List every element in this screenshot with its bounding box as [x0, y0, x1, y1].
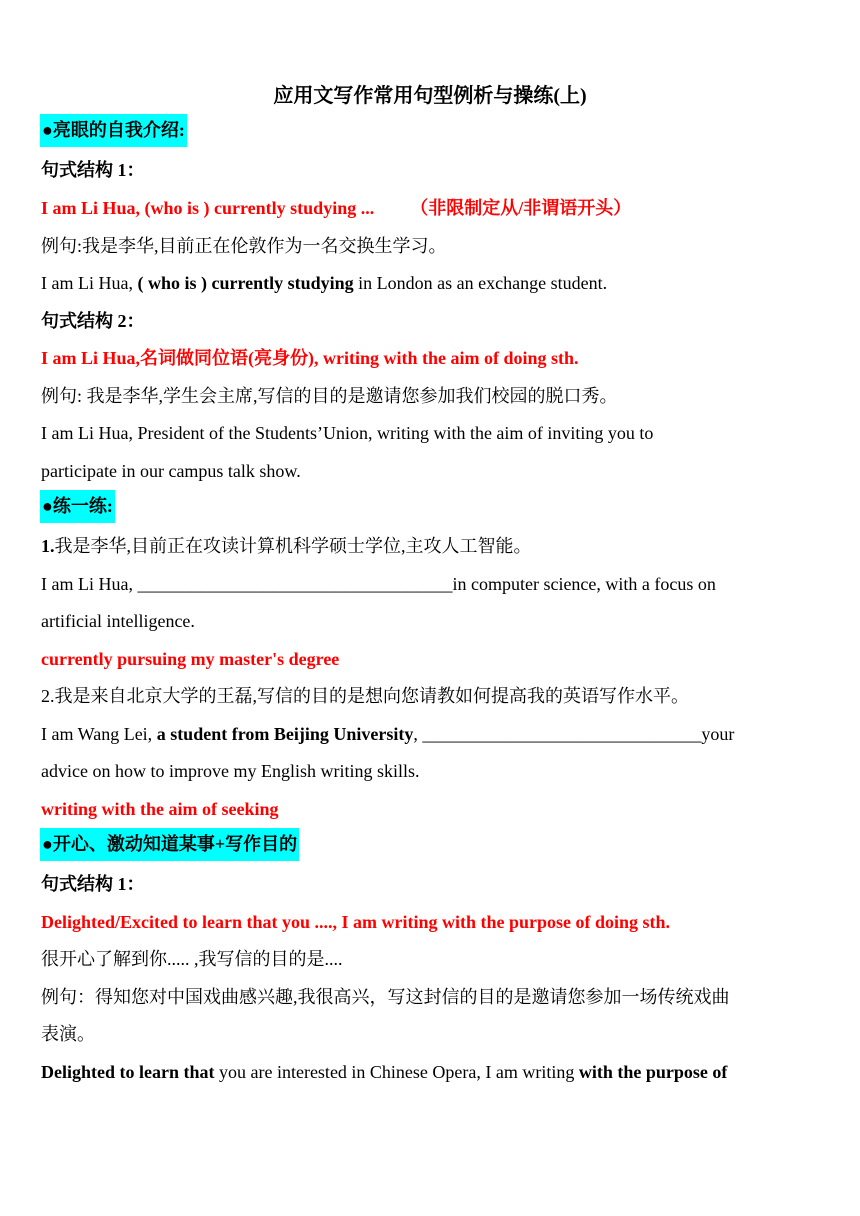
- section-heading-delighted: ●开心、激动知道某事+写作目的: [40, 828, 299, 861]
- example-en-2-line1: I am Li Hua, President of the Students’Union, writing with the aim of inviting you to: [41, 423, 654, 443]
- example-en-3: [41, 1060, 727, 1084]
- practice-q2-en-line1: [41, 722, 734, 746]
- practice-q1-en-line1: I am Li Hua, ___________________________________in computer science, with a focus on: [41, 574, 716, 594]
- pattern-3-meaning: 很开心了解到你..... ,我写信的目的是....: [41, 949, 343, 969]
- structure-label-3: 句式结构 1：: [41, 874, 145, 894]
- example-cn-3-line1: 例句：得知您对中国戏曲感兴趣,我很高兴，写这封信的目的是邀请您参加一场传统戏曲: [41, 987, 730, 1007]
- example-en-2-line2: participate in our campus talk show.: [41, 461, 301, 481]
- pattern-line-1: [41, 196, 631, 220]
- practice-q2-en-line2: advice on how to improve my English writing skills.: [41, 761, 420, 781]
- practice-q1-cn-text: 我是李华,目前正在攻读计算机科学硕士学位,主攻人工智能。: [54, 536, 532, 556]
- structure-label-1: 句式结构 1：: [41, 160, 145, 180]
- example-en-1-part1: I am Li Hua,: [41, 273, 138, 293]
- document-title: 应用文写作常用句型例析与操练(上): [273, 85, 587, 107]
- pattern-1-note: （非限制定从/非谓语开头）: [410, 198, 632, 218]
- example-cn-1: 例句:我是李华,目前正在伦敦作为一名交换生学习。: [41, 236, 447, 256]
- practice-q2-en-part2: , _______________________________your: [413, 724, 735, 744]
- section-heading-practice: ●练一练:: [40, 490, 115, 523]
- example-cn-2: 例句: 我是李华,学生会主席,写信的目的是邀请您参加我们校园的脱口秀。: [41, 386, 618, 406]
- practice-q2-answer: writing with the aim of seeking: [41, 799, 279, 819]
- example-cn-3-line2: 表演。: [41, 1024, 95, 1044]
- example-en-1-part2: in London as an exchange student.: [353, 273, 608, 293]
- practice-q1-en-line2: artificial intelligence.: [41, 611, 195, 631]
- practice-q2-cn: 2.我是来自北京大学的王磊,写信的目的是想向您请教如何提高我的英语写作水平。: [41, 686, 689, 706]
- example-en-1-bold: ( who is ) currently studying: [137, 273, 354, 293]
- practice-q1-number: 1.: [41, 536, 55, 556]
- practice-q2-en-bold: a student from Beijing University: [156, 724, 414, 744]
- pattern-3: Delighted/Excited to learn that you ...., I am writing with the purpose of doing sth.: [41, 912, 671, 932]
- practice-q1-cn: [41, 534, 532, 558]
- example-en-1: [41, 271, 607, 295]
- structure-label-2: 句式结构 2：: [41, 311, 145, 331]
- section-heading-self-intro: ●亮眼的自我介绍:: [40, 114, 187, 147]
- example-en-3-bold1: Delighted to learn that: [41, 1062, 215, 1082]
- example-en-3-bold2: with the purpose of: [578, 1062, 728, 1082]
- pattern-1: I am Li Hua, (who is ) currently studying ...: [41, 198, 375, 218]
- practice-q2-en-part1: I am Wang Lei,: [41, 724, 157, 744]
- pattern-2: I am Li Hua,名词做同位语(亮身份), writing with the aim of doing sth.: [41, 348, 579, 368]
- practice-q1-answer: currently pursuing my master's degree: [41, 649, 340, 669]
- example-en-3-part1: you are interested in Chinese Opera, I am writing: [214, 1062, 579, 1082]
